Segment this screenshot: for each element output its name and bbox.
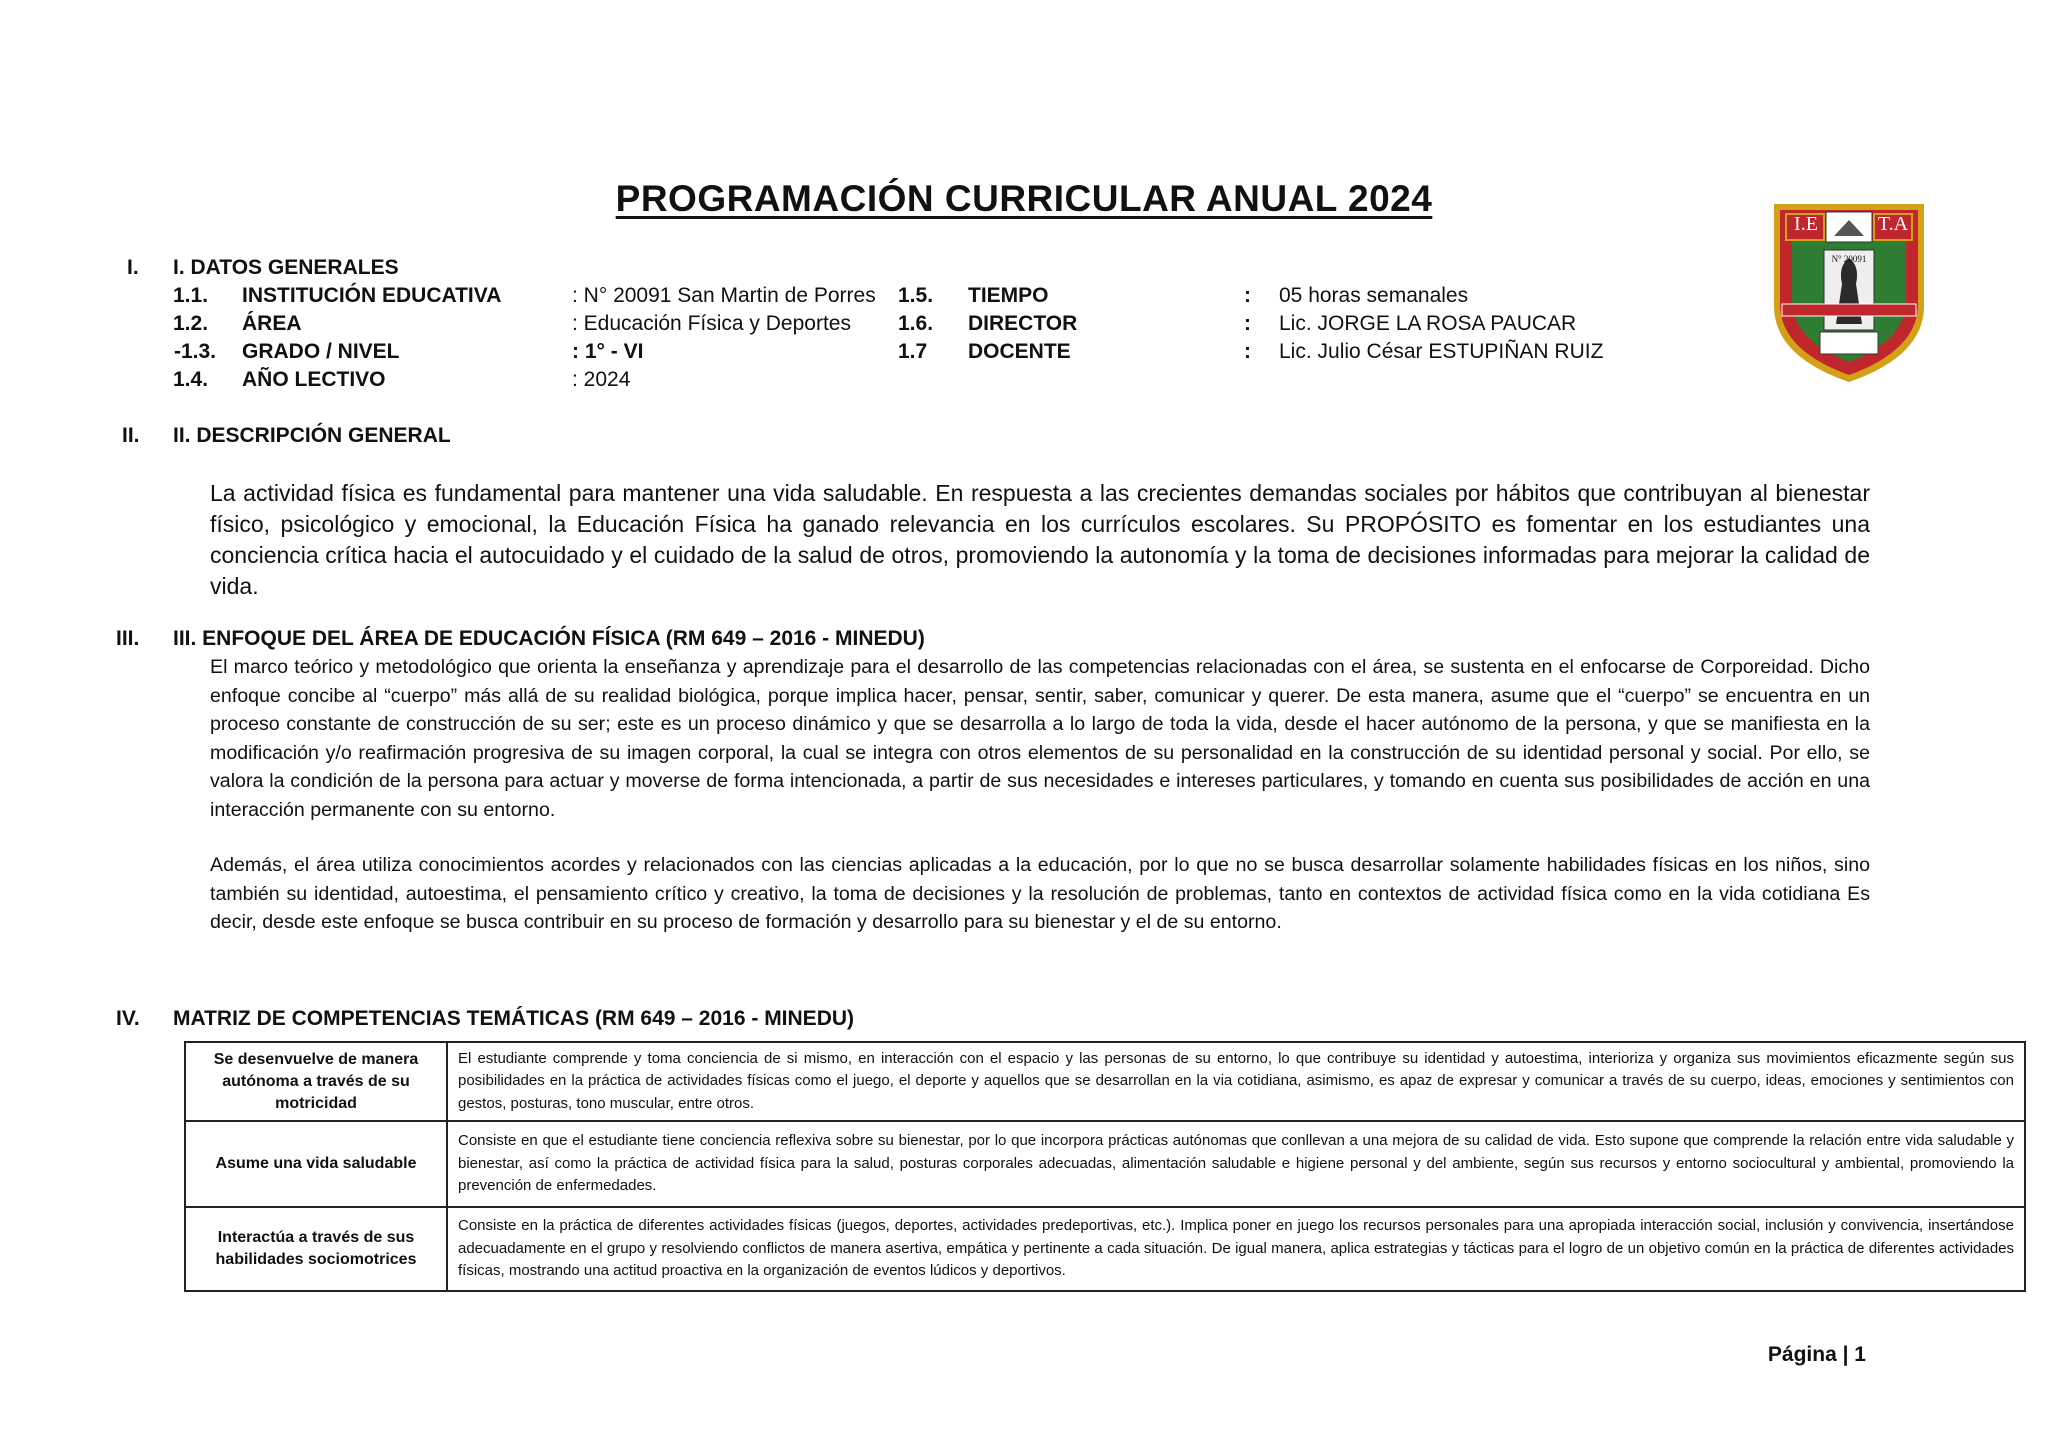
datos-num: 1.6. bbox=[898, 312, 934, 335]
section-4-title: MATRIZ DE COMPETENCIAS TEMÁTICAS (RM 649 – 2016 - MINEDU) bbox=[173, 1007, 855, 1030]
logo-number: N° 20091 bbox=[1831, 254, 1867, 264]
datos-value: Lic. JORGE LA ROSA PAUCAR bbox=[1279, 312, 1577, 335]
table-row bbox=[185, 1042, 2025, 1121]
logo-text-right: T.A bbox=[1877, 213, 1909, 235]
datos-value: 05 horas semanales bbox=[1279, 284, 1469, 307]
table-row bbox=[185, 1207, 2025, 1291]
datos-label: DIRECTOR bbox=[968, 312, 1078, 335]
competencia-name: Se desenvuelve de manera autónoma a través de su motricidad bbox=[185, 1042, 447, 1121]
datos-label: TIEMPO bbox=[968, 284, 1049, 307]
datos-colon: : bbox=[1244, 340, 1251, 363]
school-logo bbox=[1764, 196, 1934, 386]
competencia-name: Interactúa a través de sus habilidades sociomotrices bbox=[185, 1207, 447, 1291]
datos-value: : N° 20091 San Martin de Porres bbox=[572, 284, 876, 307]
section-4-roman: IV. bbox=[116, 1007, 140, 1030]
datos-num: 1.2. bbox=[173, 312, 209, 335]
datos-label: DOCENTE bbox=[968, 340, 1071, 363]
competencia-description: Consiste en que el estudiante tiene conciencia reflexiva sobre su bienestar, por lo que incorpora prácticas autónomas que conllevan a una mejora de su calidad de vida. Esto supone que comprende la relación entre vida saludable y bienestar, así como la práctica de actividad física para la salud, posturas corporales adecuadas, alimentación saludable e higiene personal y del ambiente, según sus recursos y entorno sociocultural y ambiental, promoviendo la prevención de enfermedades. bbox=[447, 1121, 2025, 1207]
section-3-roman: III. bbox=[116, 627, 140, 650]
enfoque-paragraph-2: Además, el área utiliza conocimientos acordes y relacionados con las ciencias aplicadas a la educación, por lo que no se busca desarrollar solamente habilidades físicas en los niños, sino también su identidad, autoestima, el pensamiento crítico y creativo, la toma de decisiones y la resolución de problemas, tanto en contextos de actividad física como en la vida cotidiana Es decir, desde este enfoque se busca contribuir en su proceso de formación y desarrollo para su bienestar y el de su entorno. bbox=[210, 854, 1870, 933]
datos-num: 1.4. bbox=[173, 368, 209, 391]
datos-label: ÁREA bbox=[242, 312, 302, 335]
datos-value: : 1° - VI bbox=[572, 340, 644, 363]
datos-num: 1.1. bbox=[173, 284, 209, 307]
datos-num: 1.5. bbox=[898, 284, 934, 307]
datos-label: GRADO / NIVEL bbox=[242, 340, 400, 363]
section-3-title: III. ENFOQUE DEL ÁREA DE EDUCACIÓN FÍSICA (RM 649 – 2016 - MINEDU) bbox=[173, 627, 925, 650]
section-2-roman: II. bbox=[122, 424, 140, 447]
logo-text-left: I.E bbox=[1794, 213, 1818, 235]
enfoque-paragraph-1: El marco teórico y metodológico que orienta la enseñanza y aprendizaje para el desarrollo de las competencias relacionadas con el área, se sustenta en el enfocarse de Corporeidad. Dicho enfoque concibe al “cuerpo” más allá de su realidad biológica, porque implica hacer, pensar, sentir, saber, comunicar y querer. De esta manera, asume que el “cuerpo” se encuentra en un proceso constante de construcción de su ser; este es un proceso dinámico y que se desarrolla a lo largo de toda la vida, desde el hacer autónomo de la persona, y que se manifiesta en la modificación y/o reafirmación progresiva de su imagen corporal, la cual se integra con otros elementos de su personalidad en la construcción de su identidad personal y social. Por ello, se valora la condición de la persona para actuar y moverse de forma intencionada, a partir de sus necesidades e intereses particulares, y tomando en cuenta sus posibilidades de acción en una interacción permanente con su entorno. bbox=[210, 656, 1870, 821]
document-title bbox=[0, 178, 2048, 220]
competencia-name: Asume una vida saludable bbox=[185, 1121, 447, 1207]
table-row bbox=[185, 1121, 2025, 1207]
datos-colon: : bbox=[1244, 312, 1251, 335]
descripcion-paragraph: La actividad física es fundamental para mantener una vida saludable. En respuesta a las crecientes demandas sociales por hábitos que contribuyan al bienestar físico, psicológico y emocional, la Educación Física ha ganado relevancia en los currículos escolares. Su PROPÓSITO es fomentar en los estudiantes una conciencia crítica hacia el autocuidado y el cuidado de la salud de otros, promoviendo la autonomía y la toma de decisiones informadas para mejorar la calidad de vida. bbox=[210, 480, 1870, 599]
document-title-text: PROGRAMACIÓN CURRICULAR ANUAL 2024 bbox=[615, 178, 1433, 219]
datos-label: AÑO LECTIVO bbox=[242, 368, 386, 391]
datos-label: INSTITUCIÓN EDUCATIVA bbox=[242, 284, 502, 307]
competencia-description: El estudiante comprende y toma conciencia de si mismo, en interacción con el espacio y las personas de su entorno, lo que contribuye su identidad y autoestima, interioriza y organiza sus movimientos eficazmente según sus posibilidades en la práctica de actividades físicas como el juego, el deporte y aquellos que se desarrollan en la via cotidiana, asimismo, es apaz de expresar y comunicar a través de su cuerpo, ideas, emociones y sentimientos con gestos, posturas, tono muscular, entre otros. bbox=[447, 1042, 2025, 1121]
competencias-table bbox=[184, 1041, 2026, 1292]
datos-value: : Educación Física y Deportes bbox=[572, 312, 851, 335]
datos-num: -1.3. bbox=[174, 340, 217, 363]
competencia-description: Consiste en la práctica de diferentes actividades físicas (juegos, deportes, actividades predeportivas, etc.). Implica poner en juego los recursos personales para una apropiada interacción social, inclusión y convivencia, insertándose adecuadamente en el grupo y resolviendo conflictos de manera asertiva, empática y pertinente a cada situación. De igual manera, aplica estrategias y tácticas para el logro de un objetivo común en la práctica de diferentes actividades físicas, mostrando una actitud proactiva en la organización de eventos lúdicos y deportivos. bbox=[447, 1207, 2025, 1291]
page-number: Página | 1 bbox=[1767, 1343, 1866, 1366]
datos-colon: : bbox=[1244, 284, 1251, 307]
datos-num: 1.7 bbox=[898, 340, 928, 363]
datos-value: Lic. Julio César ESTUPIÑAN RUIZ bbox=[1279, 340, 1604, 363]
section-1-roman: I. bbox=[127, 256, 139, 279]
section-1-title: I. DATOS GENERALES bbox=[173, 256, 399, 279]
datos-value: : 2024 bbox=[572, 368, 631, 391]
section-2-title: II. DESCRIPCIÓN GENERAL bbox=[173, 424, 451, 447]
